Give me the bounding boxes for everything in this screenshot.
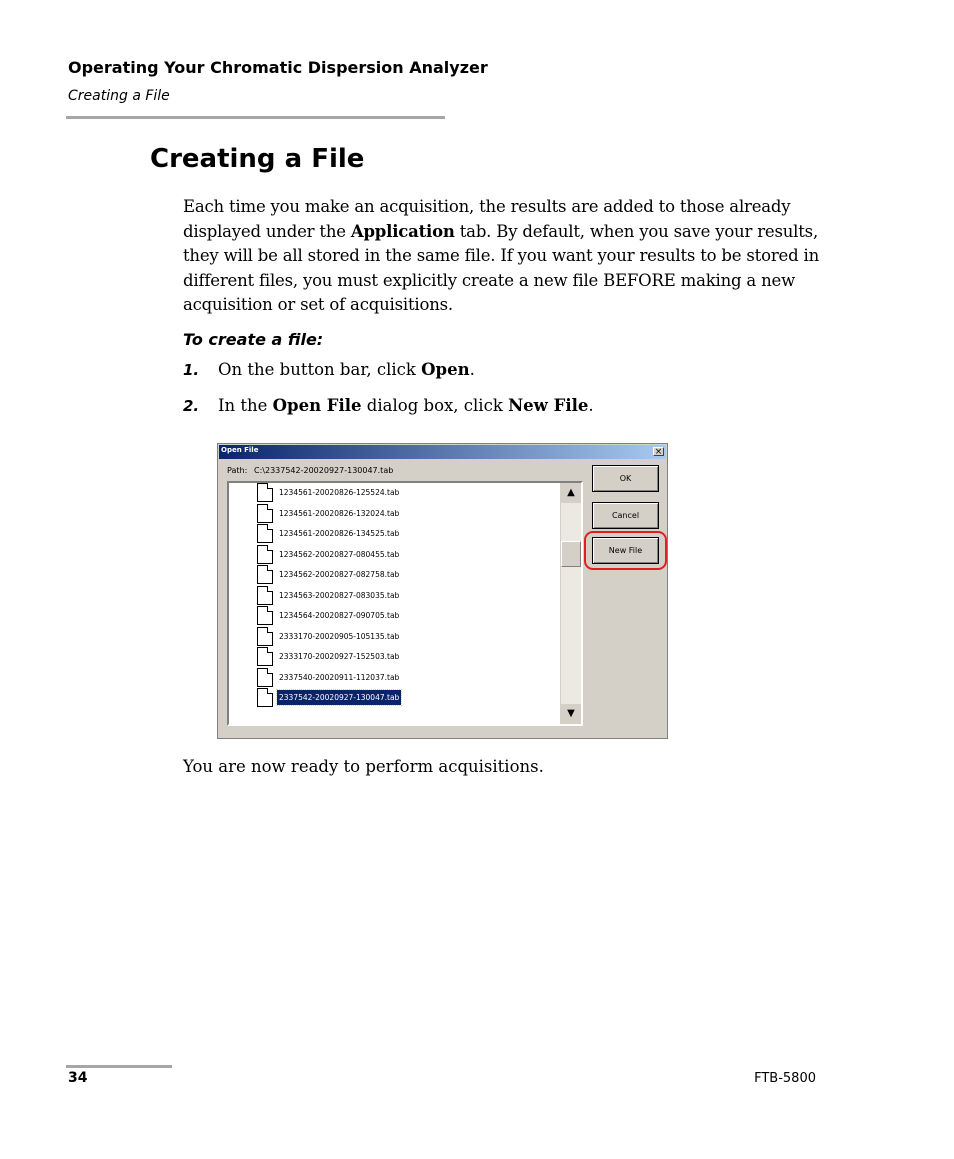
new-file-highlight: [584, 531, 667, 570]
step-1-pre: On the button bar, click: [218, 360, 422, 379]
scrollbar[interactable]: [560, 483, 581, 724]
intro-text-1: Each time you make an acquisition, the results are added to those already displayed under the: [183, 197, 791, 241]
new-file-button[interactable]: New File: [592, 537, 659, 564]
closing-text: You are now ready to perform acquisitions.: [183, 757, 544, 776]
file-icon: [257, 483, 273, 502]
file-icon: [257, 545, 273, 564]
page-number: 34: [68, 1070, 88, 1086]
step-2-mid: dialog box, click: [361, 396, 509, 415]
file-icon: [257, 565, 273, 584]
step-2-open-file: Open File: [272, 396, 362, 415]
scroll-down-button[interactable]: ▼: [561, 704, 581, 724]
scroll-thumb[interactable]: [561, 541, 581, 567]
step-2-post: .: [588, 396, 594, 415]
file-name: 1234561-20020826-132024.tab: [279, 508, 400, 518]
product-model: FTB-5800: [754, 1071, 816, 1086]
running-header-section: Creating a File: [68, 88, 170, 104]
step-number: 2.: [183, 397, 200, 415]
path-value: C:\2337542-20020927-130047.tab: [254, 466, 394, 475]
step-1-open: Open: [421, 360, 470, 379]
file-name: 1234561-20020826-125524.tab: [279, 488, 400, 497]
file-icon: [257, 627, 273, 646]
file-name: 2333170-20020927-152503.tab: [279, 652, 400, 661]
running-header-title: Operating Your Chromatic Dispersion Analyzer: [68, 58, 488, 77]
page-title: Creating a File: [150, 144, 365, 174]
step-text: [218, 396, 594, 415]
cancel-button[interactable]: Cancel: [592, 502, 659, 529]
file-name: 1234562-20020827-080455.tab: [279, 549, 400, 559]
scroll-up-button[interactable]: ▲: [561, 483, 581, 503]
intro-paragraph: [183, 195, 823, 318]
file-icon: [257, 586, 273, 605]
file-name: 1234564-20020827-090705.tab: [279, 611, 400, 620]
step-2-pre: In the: [218, 396, 273, 415]
step-text: [218, 360, 475, 379]
file-name: 2337540-20020911-112037.tab: [279, 672, 400, 682]
dialog-title: Open File: [221, 446, 259, 454]
footer-rule: [66, 1065, 172, 1068]
file-icon: [257, 504, 273, 523]
step-1-post: .: [469, 360, 475, 379]
file-icon: [257, 668, 273, 687]
file-icon: [257, 606, 273, 625]
file-name: 1234562-20020827-082758.tab: [279, 570, 400, 579]
step-number: 1.: [183, 361, 200, 379]
file-name: 1234563-20020827-083035.tab: [279, 590, 400, 600]
close-icon[interactable]: ×: [654, 447, 663, 457]
dialog-titlebar: [219, 445, 666, 459]
intro-text-2: tab. By default, when you save your results, they will be all stored in the same file. If you want your results to be stored in different files, you must explicitly create a new file BEFORE making a new acquisition or set of acquisitions.: [183, 221, 819, 314]
file-list[interactable]: [227, 481, 583, 726]
file-icon: [257, 524, 273, 543]
file-icon: [257, 647, 273, 666]
file-name: 2337542-20020927-130047.tab: [277, 690, 401, 705]
file-name: 1234561-20020826-134525.tab: [279, 529, 400, 538]
open-file-dialog: [217, 443, 668, 739]
step-2-new-file: New File: [508, 396, 589, 415]
intro-bold-application: Application: [350, 221, 455, 241]
file-icon: [257, 688, 273, 707]
path-label: Path:: [227, 466, 248, 475]
header-rule: [66, 116, 445, 119]
file-name: 2333170-20020905-105135.tab: [279, 631, 400, 641]
procedure-title: To create a file:: [183, 330, 324, 349]
ok-button[interactable]: OK: [592, 465, 659, 492]
